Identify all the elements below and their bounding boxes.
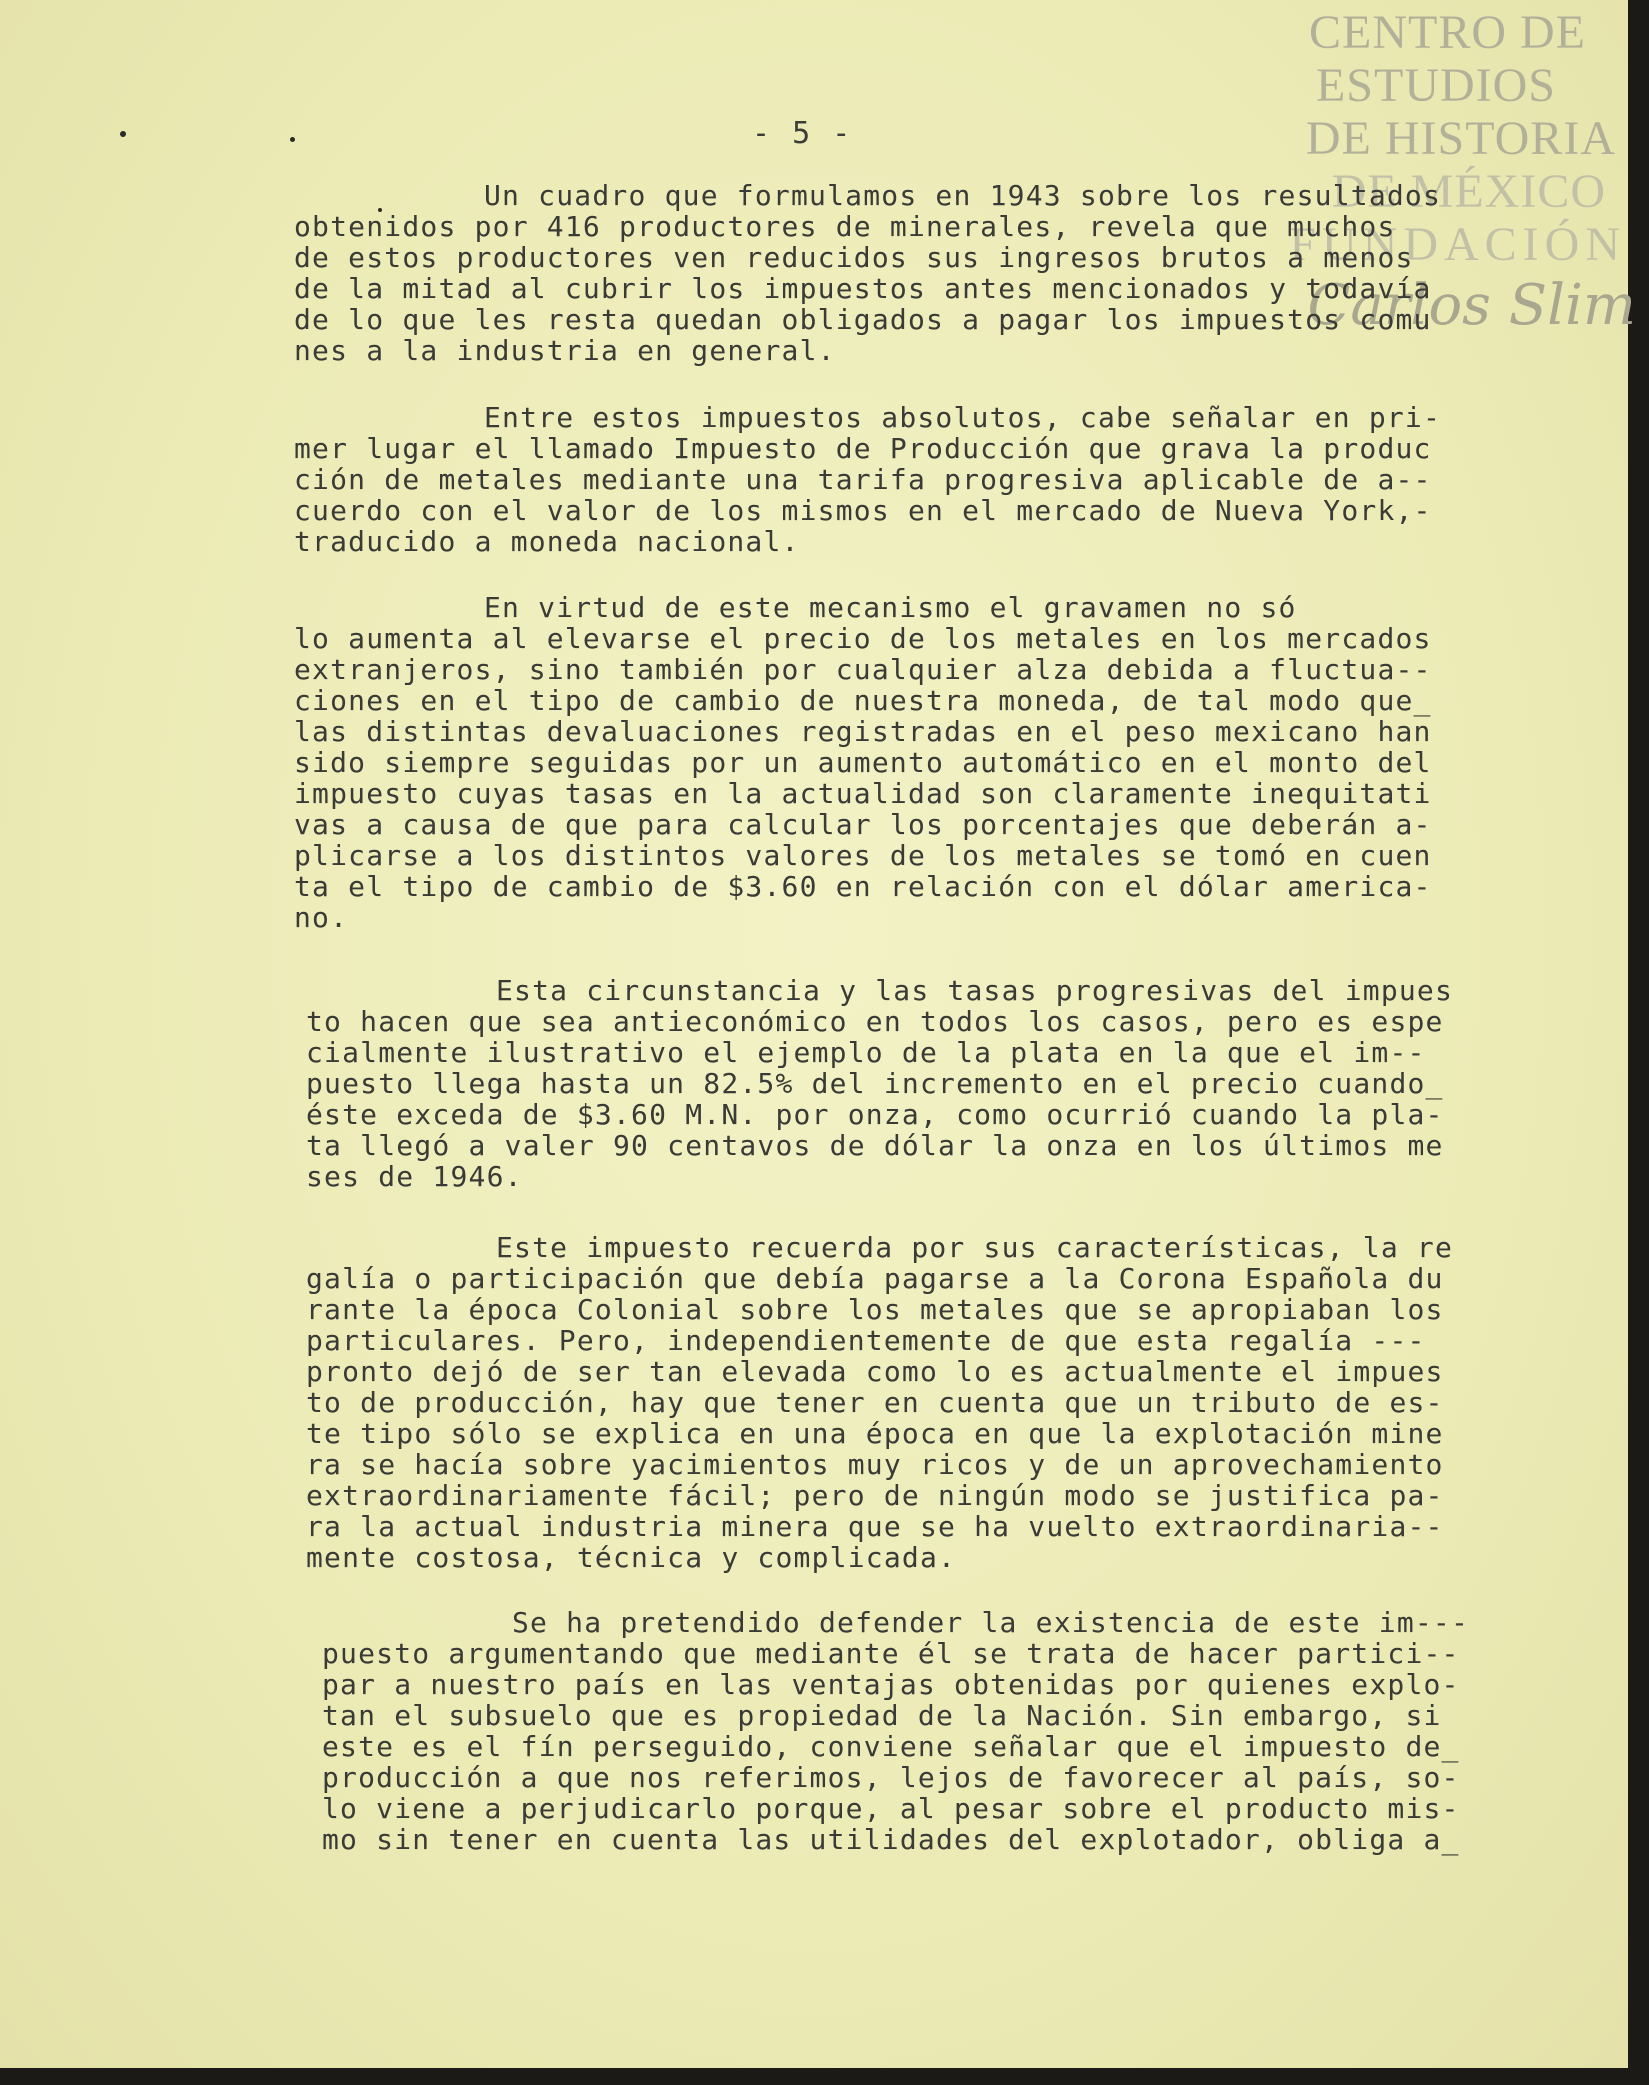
text-line: mente costosa, técnica y complicada. <box>306 1541 957 1574</box>
text-line: de estos productores ven reducidos sus ingresos brutos a menos <box>294 241 1414 274</box>
text-line: pronto dejó de ser tan elevada como lo es actualmente el impues <box>306 1355 1444 1388</box>
text-line: de lo que les resta quedan obligados a pagar los impuestos comu <box>294 303 1432 336</box>
text-line: lo aumenta al elevarse el precio de los metales en los mercados <box>294 622 1432 655</box>
text-line: Entre estos impuestos absolutos, cabe señalar en pri- <box>484 401 1442 434</box>
watermark-line: CENTRO DE <box>1309 6 1586 59</box>
text-line: no. <box>294 901 349 934</box>
text-line: Se ha pretendido defender la existencia de este im--- <box>512 1606 1470 1639</box>
watermark-line: ESTUDIOS <box>1315 59 1556 112</box>
text-line: éste exceda de $3.60 M.N. por onza, como ocurrió cuando la pla- <box>306 1098 1444 1131</box>
text-line: to de producción, hay que tener en cuenta que un tributo de es- <box>306 1386 1444 1419</box>
text-line: ra la actual industria minera que se ha vuelto extraordinaria-- <box>306 1510 1444 1543</box>
paragraph <box>294 402 1564 557</box>
page-number: - 5 - <box>752 116 853 151</box>
text-line: impuesto cuyas tasas en la actualidad son claramente inequitati <box>294 777 1432 810</box>
paragraph <box>294 180 1564 366</box>
text-line: particulares. Pero, independientemente de que esta regalía --- <box>306 1324 1426 1357</box>
text-line: to hacen que sea antieconómico en todos los casos, pero es espe <box>306 1005 1444 1038</box>
text-line: mo sin tener en cuenta las utilidades del explotador, obliga a_ <box>322 1823 1460 1856</box>
paragraph <box>306 975 1576 1192</box>
watermark-line: FUNDACIÓN <box>1289 218 1626 271</box>
text-line: cuerdo con el valor de los mismos en el mercado de Nueva York,- <box>294 494 1432 527</box>
text-line: Esta circunstancia y las tasas progresivas del impues <box>496 974 1454 1007</box>
watermark-signature: Carlos Slim <box>1307 273 1636 338</box>
text-line: cialmente ilustrativo el ejemplo de la plata en la que el im-- <box>306 1036 1426 1069</box>
text-line: par a nuestro país en las ventajas obtenidas por quienes explo- <box>322 1668 1460 1701</box>
paragraph <box>306 1232 1576 1573</box>
text-line: Este impuesto recuerda por sus características, la re <box>496 1231 1454 1264</box>
watermark-line: DE MÉXICO <box>1331 165 1606 218</box>
text-line: ción de metales mediante una tarifa progresiva aplicable de a-- <box>294 463 1432 496</box>
text-line: puesto llega hasta un 82.5% del incremento en el precio cuando_ <box>306 1067 1444 1100</box>
text-line: rante la época Colonial sobre los metales que se apropiaban los <box>306 1293 1444 1326</box>
text-line: de la mitad al cubrir los impuestos antes mencionados y todavía <box>294 272 1432 305</box>
text-line: ta el tipo de cambio de $3.60 en relación con el dólar america- <box>294 870 1432 903</box>
text-line: sido siempre seguidas por un aumento automático en el monto del <box>294 746 1432 779</box>
text-line: vas a causa de que para calcular los porcentajes que deberán a- <box>294 808 1432 841</box>
text-line: plicarse a los distintos valores de los metales se tomó en cuen <box>294 839 1432 872</box>
text-line: este es el fín perseguido, conviene señalar que el impuesto de_ <box>322 1730 1460 1763</box>
text-line: te tipo sólo se explica en una época en que la explotación mine <box>306 1417 1444 1450</box>
text-line: galía o participación que debía pagarse a la Corona Española du <box>306 1262 1444 1295</box>
margin-speck <box>290 137 295 142</box>
text-line: producción a que nos referimos, lejos de favorecer al país, so- <box>322 1761 1460 1794</box>
text-line: nes a la industria en general. <box>294 334 836 367</box>
paragraph <box>294 592 1564 933</box>
text-line: ra se hacía sobre yacimientos muy ricos y de un aprovechamiento <box>306 1448 1444 1481</box>
text-line: ta llegó a valer 90 centavos de dólar la onza en los últimos me <box>306 1129 1444 1162</box>
text-line: mer lugar el llamado Impuesto de Producción que grava la produc <box>294 432 1432 465</box>
text-line: En virtud de este mecanismo el gravamen no só <box>484 591 1297 624</box>
watermark-line: DE HISTORIA <box>1305 112 1616 165</box>
paragraph <box>322 1607 1592 1855</box>
text-line: ciones en el tipo de cambio de nuestra moneda, de tal modo que_ <box>294 684 1432 717</box>
text-line: Un cuadro que formulamos en 1943 sobre los resultados <box>484 179 1442 212</box>
margin-speck <box>120 131 126 137</box>
text-line: traducido a moneda nacional. <box>294 525 800 558</box>
text-line: lo viene a perjudicarlo porque, al pesar sobre el producto mis- <box>322 1792 1460 1825</box>
text-line: las distintas devaluaciones registradas en el peso mexicano han <box>294 715 1432 748</box>
text-line: ses de 1946. <box>306 1160 523 1193</box>
text-line: obtenidos por 416 productores de minerales, revela que muchos <box>294 210 1396 243</box>
text-line: puesto argumentando que mediante él se trata de hacer partici-- <box>322 1637 1460 1670</box>
text-line: tan el subsuelo que es propiedad de la Nación. Sin embargo, si <box>322 1699 1442 1732</box>
text-line: extranjeros, sino también por cualquier alza debida a fluctua-- <box>294 653 1432 686</box>
text-line: extraordinariamente fácil; pero de ningún modo se justifica pa- <box>306 1479 1444 1512</box>
